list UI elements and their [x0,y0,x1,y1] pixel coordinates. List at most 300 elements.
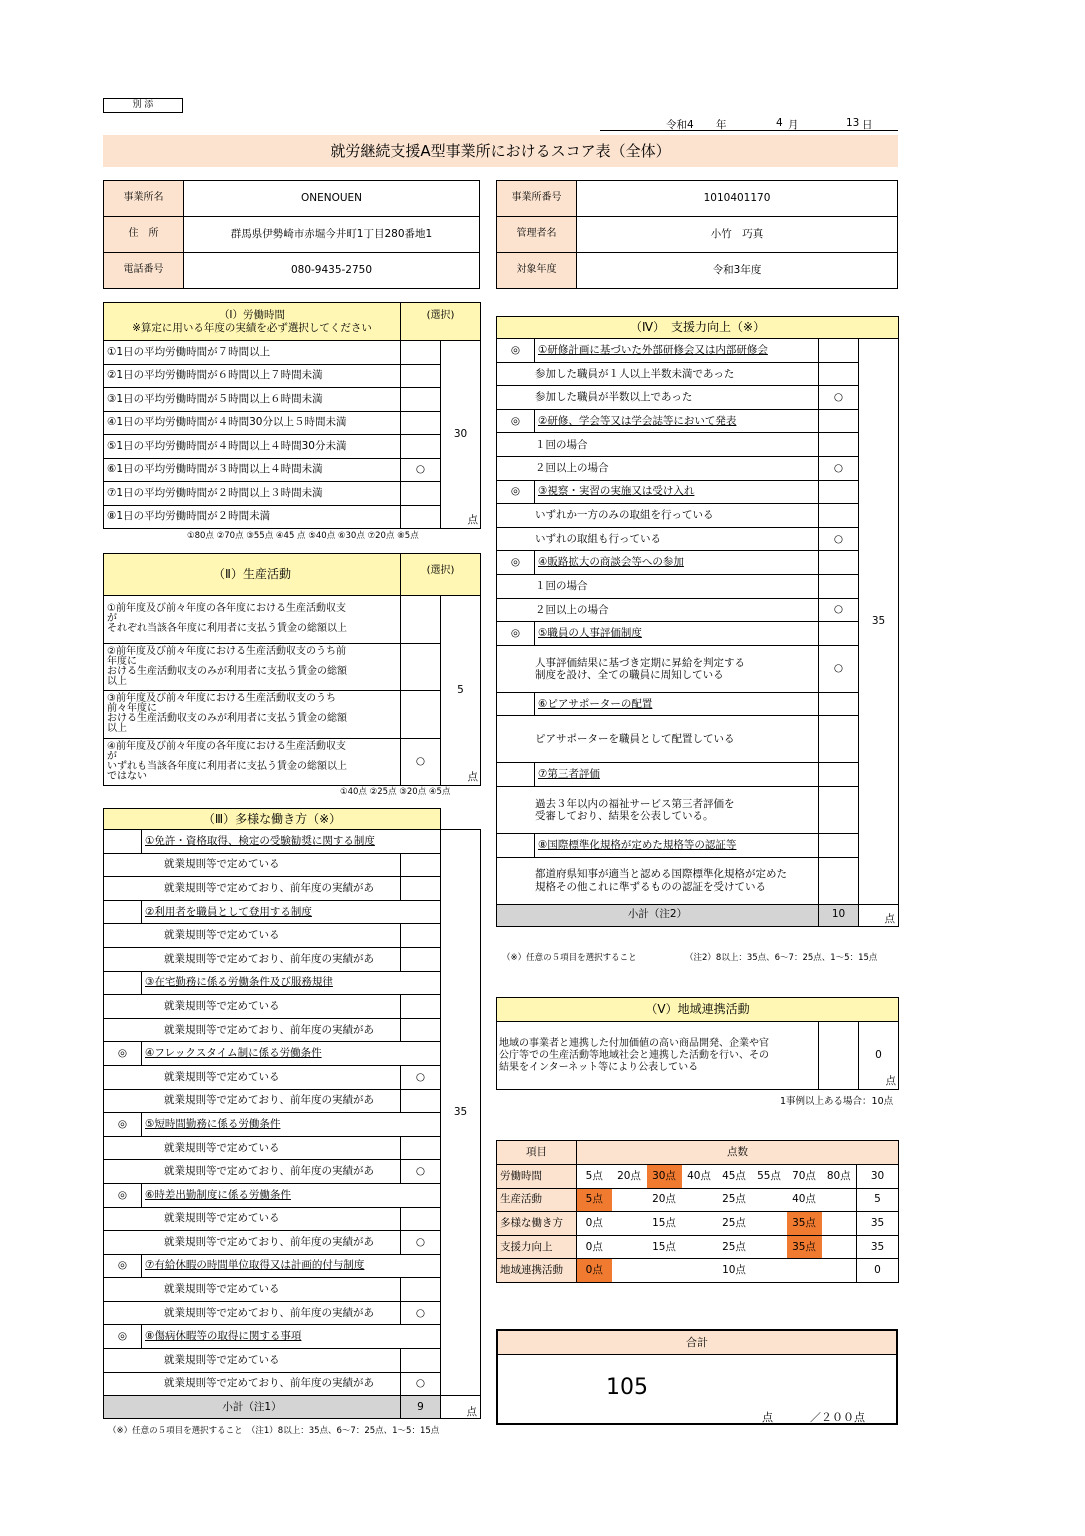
office-no-label: 事業所番号 [497,181,577,217]
section-1-row-label: ⑧1日の平均労働時間が２時間未満 [104,505,401,529]
section-3-option-mark[interactable] [401,1018,441,1042]
section-2-row-line: ではない [107,770,147,782]
summary-cell: 55点 [752,1165,787,1189]
section-3-option-row [104,947,481,971]
section-5-text-line2: 公庁等での生産活動等地域社会と連携した活動を行い、その [499,1049,769,1061]
section-4-option-mark[interactable]: ○ [819,527,859,551]
section-3-option-mark[interactable] [401,1089,441,1113]
section-4-item-spacer [819,480,859,504]
section-4-option-mark[interactable]: ○ [819,598,859,622]
section-2-row [104,596,481,644]
section-1-row [104,364,481,388]
total-max: ／２００点 [810,1411,865,1424]
summary-cell [647,1259,682,1283]
section-3-option-mark[interactable] [401,877,441,901]
section-3-score-spacer [441,809,481,830]
section-3-option-label: 就業規則等で定めている [104,1207,401,1231]
summary-cell: 15点 [647,1235,682,1259]
summary-row [497,1212,899,1236]
section-4-item-select[interactable]: ◎ [497,480,535,504]
summary-cell [822,1259,857,1283]
section-4-option-line: いずれの取組も行っている [535,533,661,546]
section-3-item-label: ⑧傷病休暇等の取得に関する事項 [142,1325,441,1349]
section-5-text-line1: 地域の事業者と連携した付加価値の高い商品開発、企業や官 [499,1037,769,1049]
section-3-option-row [104,1231,481,1255]
section-4-option-line: 受審しており、結果を公表している。 [535,809,714,822]
section-1-row-mark[interactable] [401,505,441,529]
summary-row-name: 地域連携活動 [497,1259,577,1283]
section-2-row-line: が [107,750,117,762]
summary-row [497,1235,899,1259]
section-3-option-row [104,1372,481,1396]
summary-cell: 0点 [577,1235,612,1259]
section-4-option-row [497,574,899,598]
section-4-option-row [497,598,899,622]
section-4-option-line: 都道府県知事が適当と認める国際標準化規格が定めた [535,868,787,881]
section-4-item-spacer [819,409,859,433]
section-2-row [104,691,481,739]
section-1-row [104,388,481,412]
section-4-option-mark[interactable] [819,504,859,528]
section-3-option-row [104,853,481,877]
section-4-option-mark[interactable] [819,786,859,833]
section-3-note: （※）任意の５項目を選択すること （注1）8以上：35点、6～7：25点、1～5：15点 [108,1426,440,1436]
section-4-item-header [497,622,899,646]
summary-head-item: 項目 [497,1141,577,1165]
summary-row-name: 生産活動 [497,1188,577,1212]
section-3-subtotal-label: 小計（注1） [104,1396,401,1419]
section-3-item-label: ①免許・資格取得、検定の受験勧奨に関する制度 [142,830,441,854]
section-2-row-line: いずれも当該各年度に利用者に支払う賃金の総額以上 [107,760,347,772]
section-4-option-row [497,433,899,457]
section-4-option-mark[interactable] [819,362,859,386]
section-3-option-row [104,1018,481,1042]
section-1-row-label: ⑤1日の平均労働時間が４時間以上４時間30分未満 [104,435,401,459]
total-unit: 点 [762,1411,773,1424]
date-day-unit: 日 [862,119,873,131]
section-1-row-mark[interactable] [401,341,441,365]
section-4-option-row [497,645,899,692]
section-1-row-mark[interactable] [401,435,441,459]
section-3-option-row [104,877,481,901]
summary-row-total: 30 [857,1165,899,1189]
section-4-item-spacer [819,692,859,716]
section-2-production [103,553,481,786]
section-3-option-mark[interactable] [401,924,441,948]
section-1-row [104,505,481,529]
section-4-item-select[interactable]: ◎ [497,622,535,646]
address: 群馬県伊勢崎市赤堀今井町1丁目280番地1 [184,217,480,253]
section-4-item-label: ⑥ピアサポーターの配置 [535,692,819,716]
section-3-item-label: ⑤短時間勤務に係る労働条件 [142,1113,441,1137]
section-4-option-label [497,504,819,528]
section-3-option-mark[interactable] [401,947,441,971]
section-3-option-mark[interactable] [401,1136,441,1160]
section-3-item-select[interactable]: ◎ [104,1113,142,1137]
section-1-row-label: ③1日の平均労働時間が５時間以上６時間未満 [104,388,401,412]
section-1-row-mark[interactable] [401,482,441,506]
section-3-option-mark[interactable]: ○ [401,1301,441,1325]
section-3-item-select[interactable] [104,900,142,924]
section-3-option-row [104,1349,481,1373]
section-2-unit: 点 [467,770,478,783]
section-1-row-label: ①1日の平均労働時間が７時間以上 [104,341,401,365]
section-3-item-header [104,900,481,924]
section-1-row-label: ⑥1日の平均労働時間が３時間以上４時間未満 [104,458,401,482]
summary-row-total: 0 [857,1259,899,1283]
section-3-option-mark[interactable] [401,1349,441,1373]
section-2-score-cell [441,596,481,786]
section-2-row-line: 以上 [107,675,127,687]
summary-cell: 45点 [717,1165,752,1189]
section-4-item-header [497,763,899,787]
manager-label: 管理者名 [497,217,577,253]
section-4-option-label [497,433,819,457]
summary-cell [682,1259,717,1283]
date-month-unit: 月 [788,119,799,131]
section-3-item-label: ⑥時差出勤制度に係る労働条件 [142,1183,441,1207]
section-3-subtotal: 9 [401,1396,441,1419]
summary-cell [822,1212,857,1236]
section-2-row-label [104,596,401,644]
section-3-score: 35 [441,830,481,1396]
section-1-row-mark[interactable]: ○ [401,458,441,482]
office-name-label: 事業所名 [104,181,184,217]
section-2-row-line: ③前年度及び前々年度における生産活動収支のうち [107,693,336,705]
section-4-option-mark[interactable]: ○ [819,386,859,410]
section-3-item-header [104,1325,481,1349]
summary-cell [752,1212,787,1236]
summary-row-total: 35 [857,1212,899,1236]
section-2-row-line: 以上 [107,723,127,735]
section-4-item-label: ④販路拡大の商談会等への参加 [535,551,819,575]
section-2-row-line: 年度に [107,655,137,667]
section-4-item-header [497,551,899,575]
date-year-unit: 年 [716,119,727,131]
section-4-option-mark[interactable] [819,433,859,457]
section-3-option-mark[interactable] [401,1207,441,1231]
section-2-select-header: (選択) [401,554,481,596]
section-2-row-line: おける生産活動収支のみが利用者に支払う賃金の総額 [107,665,347,677]
score-summary-table [496,1140,899,1283]
section-3-option-label: 就業規則等で定めており、前年度の実績があ [104,1160,401,1184]
section-3-option-mark[interactable] [401,995,441,1019]
section-3-option-row [104,1136,481,1160]
section-3-item-label: ②利用者を職員として登用する制度 [142,900,441,924]
section-2-row-line: ①前年度及び前々年度の各年度における生産活動収支 [107,603,346,615]
section-2-row-line: 前々年度に [107,703,157,715]
summary-cell: 35点 [787,1235,822,1259]
section-4-item-spacer [819,339,859,363]
section-1-row [104,341,481,365]
section-2-row-line: ④前年度及び前々年度の各年度における生産活動収支 [107,740,346,752]
section-3-option-label: 就業規則等で定めている [104,1278,401,1302]
section-3-option-label: 就業規則等で定めている [104,924,401,948]
section-4-item-spacer [819,833,859,857]
summary-cell: 5点 [577,1188,612,1212]
section-3-item-header [104,1254,481,1278]
summary-cell [787,1259,822,1283]
total-value: 105 [606,1375,648,1400]
section-3-item-select[interactable]: ◎ [104,1042,142,1066]
section-4-note-right: （注2）8以上：35点、6～7：25点、1～5：15点 [685,953,878,963]
section-4-item-label: ③視察・実習の実施又は受け入れ [535,480,819,504]
phone: 080-9435-2750 [184,253,480,289]
section-4-item-select[interactable]: ◎ [497,551,535,575]
summary-cell: 30点 [647,1165,682,1189]
section-4-item-select[interactable]: ◎ [497,409,535,433]
summary-cell [612,1259,647,1283]
section-4-item-label: ⑦第三者評価 [535,763,819,787]
section-1-row-label: ⑦1日の平均労働時間が２時間以上３時間未満 [104,482,401,506]
summary-row-name: 支援力向上 [497,1235,577,1259]
summary-cell [682,1235,717,1259]
section-5-note: 1事例以上ある場合：10点 [780,1096,894,1107]
section-4-subtotal-label: 小計（注2） [497,904,819,926]
section-3-item-label: ⑦有給休暇の時間単位取得又は計画的付与制度 [142,1254,441,1278]
summary-cell [822,1188,857,1212]
section-4-item-header [497,692,899,716]
section-5-score-cell [859,1022,899,1090]
section-2-row-label [104,643,401,691]
section-4-option-line: いずれか一方のみの取組を行っている [535,509,714,522]
section-4-option-row [497,527,899,551]
office-no: 1010401170 [577,181,898,217]
section-3-option-mark[interactable]: ○ [401,1231,441,1255]
section-4-item-label: ①研修計画に基づいた外部研修会又は内部研修会 [535,339,819,363]
summary-row-total: 5 [857,1188,899,1212]
section-1-row-mark[interactable] [401,388,441,412]
section-4-unit: 点 [859,904,899,926]
section-4-item-spacer [819,763,859,787]
section-4-option-mark[interactable] [819,574,859,598]
section-4-option-line: 参加した職員が半数以上であった [535,391,693,404]
section-1-select-header: (選択) [401,303,481,341]
section-1-row-mark[interactable] [401,411,441,435]
summary-cell: 25点 [717,1212,752,1236]
section-2-row-mark[interactable]: ○ [401,738,441,786]
summary-cell [752,1259,787,1283]
section-4-option-label [497,574,819,598]
section-2-score: 5 [457,683,464,696]
section-1-row-mark[interactable] [401,364,441,388]
section-4-item-spacer [819,551,859,575]
section-4-option-label [497,786,819,833]
section-5-unit: 点 [885,1074,897,1087]
summary-cell [752,1188,787,1212]
section-1-row-label: ②1日の平均労働時間が６時間以上７時間未満 [104,364,401,388]
summary-cell [612,1188,647,1212]
section-4-option-line: 参加した職員が１人以上半数未満であった [535,367,735,380]
section-4-option-label [497,598,819,622]
section-4-option-label [497,645,819,692]
section-3-option-label: 就業規則等で定めており、前年度の実績があ [104,1231,401,1255]
section-2-row-mark[interactable] [401,691,441,739]
section-4-option-row [497,857,899,904]
section-3-option-label: 就業規則等で定めており、前年度の実績があ [104,947,401,971]
summary-head-points: 点数 [577,1141,899,1165]
section-4-option-mark[interactable]: ○ [819,456,859,480]
section-3-option-row [104,924,481,948]
section-3-option-row [104,1160,481,1184]
section-3-option-label: 就業規則等で定めている [104,1136,401,1160]
section-2-row [104,738,481,786]
section-5-community [496,997,899,1090]
section-4-option-label [497,527,819,551]
section-4-option-line: １回の場合 [535,438,588,451]
section-4-option-label [497,857,819,904]
summary-cell: 70点 [787,1165,822,1189]
section-3-option-mark[interactable]: ○ [401,1065,441,1089]
section-2-row-mark[interactable] [401,596,441,644]
section-4-item-select[interactable] [497,833,535,857]
phone-label: 電話番号 [104,253,184,289]
section-3-option-label: 就業規則等で定めており、前年度の実績があ [104,1372,401,1396]
section-3-option-label: 就業規則等で定めており、前年度の実績があ [104,1301,401,1325]
section-4-item-label: ⑤職員の人事評価制度 [535,622,819,646]
section-1-row [104,458,481,482]
section-3-item-label: ④フレックスタイム制に係る労働条件 [142,1042,441,1066]
section-3-item-label: ③在宅勤務に係る労働条件及び服務規律 [142,971,441,995]
section-4-option-row [497,362,899,386]
section-4-item-header [497,409,899,433]
section-3-item-select[interactable] [104,830,142,854]
section-5-text-line3: 結果をインターネット等により公表している [499,1061,699,1073]
summary-row [497,1259,899,1283]
summary-row-total: 35 [857,1235,899,1259]
section-3-item-header [104,830,481,854]
section-3-option-row [104,995,481,1019]
section-3-option-mark[interactable]: ○ [401,1372,441,1396]
summary-cell: 20点 [612,1165,647,1189]
section-3-work-styles [103,808,481,1419]
section-3-option-label: 就業規則等で定めている [104,1065,401,1089]
summary-cell: 20点 [647,1188,682,1212]
target-year: 令和3年度 [577,253,898,289]
section-3-option-mark[interactable]: ○ [401,1160,441,1184]
summary-cell [612,1235,647,1259]
section-2-row-line: が [107,613,117,625]
section-3-item-header [104,971,481,995]
section-2-row-line: おける生産活動収支のみが利用者に支払う賃金の総額 [107,713,347,725]
section-3-option-row [104,1207,481,1231]
summary-cell: 25点 [717,1235,752,1259]
summary-cell: 80点 [822,1165,857,1189]
summary-cell [682,1212,717,1236]
date-day: 13 [846,117,860,129]
section-3-item-header [104,1183,481,1207]
manager: 小竹 巧真 [577,217,898,253]
section-4-item-header [497,833,899,857]
section-3-option-label: 就業規則等で定めており、前年度の実績があ [104,1018,401,1042]
section-3-option-label: 就業規則等で定めており、前年度の実績があ [104,1089,401,1113]
section-3-option-row [104,1278,481,1302]
section-5-score: 0 [875,1048,882,1061]
section-3-option-label: 就業規則等で定めており、前年度の実績があ [104,877,401,901]
section-3-unit: 点 [441,1396,481,1419]
section-2-row-line: ②前年度及び前々年度における生産活動収支のうち前 [107,645,346,657]
total-box [496,1329,898,1425]
section-4-option-mark[interactable] [819,857,859,904]
section-4-option-row [497,716,899,763]
section-1-working-hours [103,302,481,529]
summary-cell: 40点 [787,1188,822,1212]
section-4-option-line: 過去３年以内の福祉サービス第三者評価を [535,797,735,810]
section-3-option-label: 就業規則等で定めている [104,853,401,877]
section-1-title-line2: ※算定に用いる年度の実績を必ず選択してください [132,321,372,334]
section-2-title: （Ⅱ）生産活動 [104,554,401,596]
section-4-option-row [497,386,899,410]
section-4-item-select[interactable]: ◎ [497,339,535,363]
section-1-row [104,411,481,435]
section-5-mark [819,1022,859,1090]
section-5-text [497,1022,819,1090]
summary-cell: 0点 [577,1259,612,1283]
section-4-option-row [497,456,899,480]
section-1-row [104,435,481,459]
section-3-option-mark[interactable] [401,1278,441,1302]
section-3-item-select[interactable] [104,971,142,995]
section-4-option-mark[interactable]: ○ [819,645,859,692]
summary-row-name: 労働時間 [497,1165,577,1189]
section-2-row-label [104,738,401,786]
summary-cell [682,1188,717,1212]
office-name: ONENOUEN [184,181,480,217]
section-3-option-label: 就業規則等で定めている [104,995,401,1019]
summary-cell: 5点 [577,1165,612,1189]
section-4-option-line: 規格その他これに準ずるものの認証を受けている [535,880,766,893]
section-4-option-line: 人事評価結果に基づき定期に昇給を判定する [535,656,745,669]
section-4-item-select[interactable] [497,692,535,716]
summary-cell: 25点 [717,1188,752,1212]
section-4-option-row [497,786,899,833]
section-3-option-mark[interactable] [401,853,441,877]
section-1-score-cell [441,341,481,529]
section-2-row-mark[interactable] [401,643,441,691]
attachment-badge: 別 添 [103,98,183,113]
section-4-option-line: 制度を設け、全ての職員に周知している [535,668,724,681]
section-3-option-row [104,1301,481,1325]
section-3-title: （Ⅲ）多様な働き方（※） [104,809,441,830]
section-3-item-select[interactable]: ◎ [104,1325,142,1349]
summary-cell: 10点 [717,1259,752,1283]
summary-cell: 35点 [787,1212,822,1236]
section-4-item-spacer [819,622,859,646]
summary-row [497,1165,899,1189]
summary-row [497,1188,899,1212]
summary-cell: 0点 [577,1212,612,1236]
section-4-option-label [497,456,819,480]
section-2-row-label [104,691,401,739]
date-month: 4 [776,117,783,129]
section-1-row [104,482,481,506]
section-4-option-label [497,386,819,410]
section-4-option-mark[interactable] [819,716,859,763]
section-3-item-header [104,1113,481,1137]
total-label: 合計 [498,1331,896,1355]
section-4-option-row [497,504,899,528]
section-4-option-line: １回の場合 [535,580,588,593]
section-4-option-label [497,362,819,386]
summary-cell: 40点 [682,1165,717,1189]
section-2-row [104,643,481,691]
section-3-option-label: 就業規則等で定めている [104,1349,401,1373]
section-3-item-select[interactable]: ◎ [104,1254,142,1278]
section-4-item-label: ⑧国際標準化規格が定めた規格等の認証等 [535,833,819,857]
section-4-item-select[interactable] [497,763,535,787]
section-3-item-select[interactable]: ◎ [104,1183,142,1207]
summary-cell: 15点 [647,1212,682,1236]
